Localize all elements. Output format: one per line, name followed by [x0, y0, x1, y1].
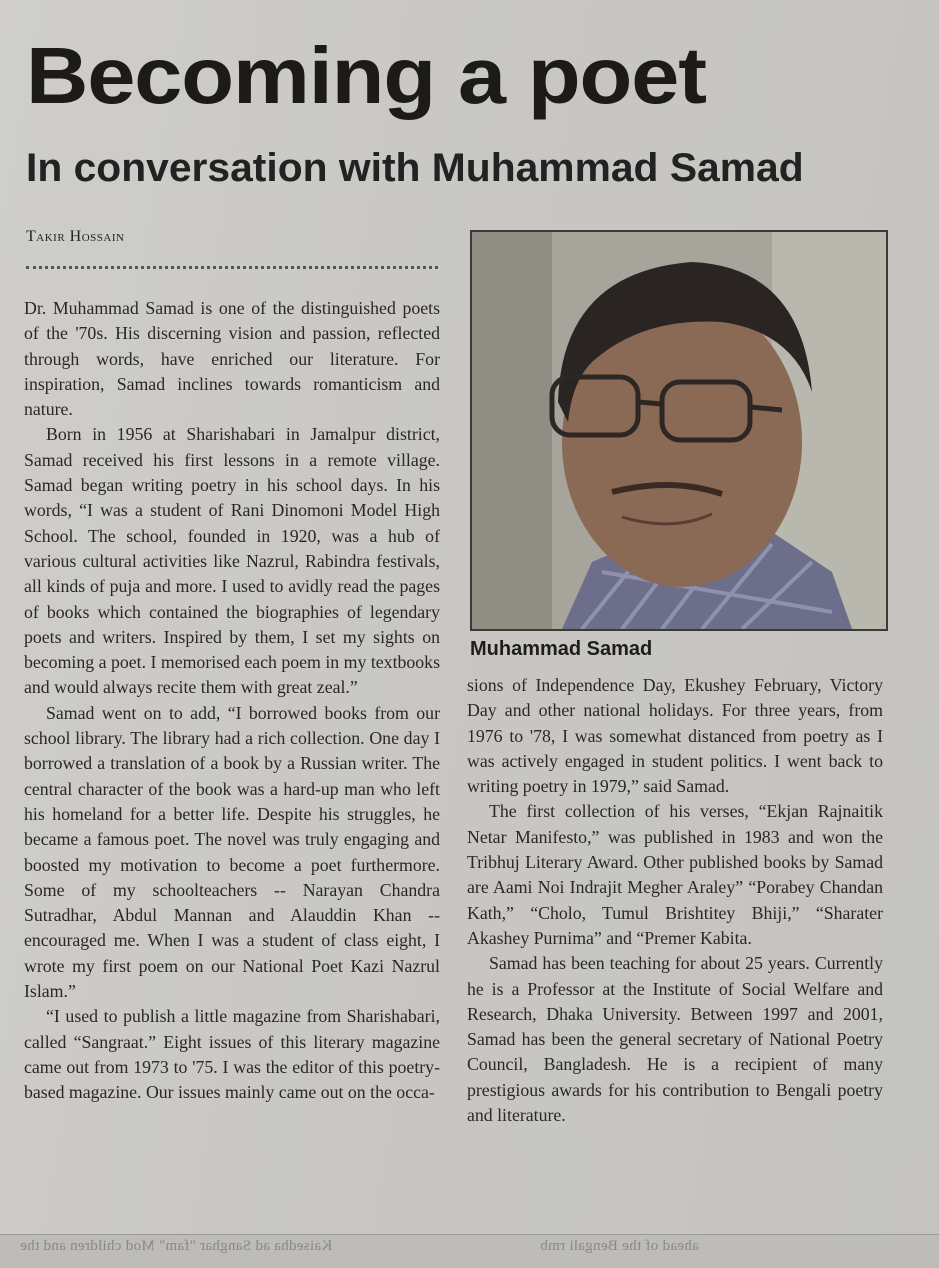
paragraph: “I used to publish a little magazine from Sharishabari, called “Sangraat.” Eight issues of this literary magazine came out from 1973 to '75. I was the editor of this poetry-based magazine. Our issues mainly came out on the occa-	[24, 1006, 440, 1103]
portrait-illustration	[472, 232, 886, 629]
photo-caption: Muhammad Samad	[470, 638, 653, 660]
subheadline: In conversation with Muhammad Samad	[26, 146, 804, 190]
bleed-through-text: ahead of the Bengali rmb	[540, 1238, 699, 1254]
paragraph: sions of Independence Day, Ekushey February, Victory Day and other national holidays. For three years, from 1976 to '78, I was somewhat distanced from poetry as I was actively engaged in student politics. I went back to writing poetry in 1979,” said Samad.	[467, 675, 883, 797]
paragraph: Samad has been teaching for about 25 years. Currently he is a Professor at the Institute of Social Welfare and Research, Dhaka University. Between 1997 and 2001, Samad has been the general secretary of National Poetry Council, Bangladesh. He is a recipient of many prestigious awards for his contribution to Bengali poetry and literature.	[467, 953, 883, 1126]
article-column-right	[467, 673, 883, 1233]
paragraph: The first collection of his verses, “Ekjan Rajnaitik Netar Manifesto,” was published in 1983 and won the Tribhuj Literary Award. Other published books by Samad are Aami Noi Indrajit Megher Araley” “Porabey Chandan Kath,” “Cholo, Tumul Brishtitey Bhiji,” “Sharater Akashey Purnima” and “Premer Kabita.	[467, 801, 883, 948]
bleed-through-text: Kaisedha ad Sanghar "fam" Mod children and the	[20, 1238, 333, 1254]
paragraph: Dr. Muhammad Samad is one of the distinguished poets of the '70s. His discerning vision and passion, reflected through words, have enriched our literature. For inspiration, Samad inclines towards romanticism and nature.	[24, 298, 440, 420]
headline: Becoming a poet	[26, 31, 706, 120]
author-photo	[470, 230, 888, 631]
paragraph: Born in 1956 at Sharishabari in Jamalpur district, Samad received his first lessons in a remote village. Samad began writing poetry in his school days. In his words, “I was a student of Rani Dinomoni Model High School. The school, founded in 1920, was a hub of various cultural activities like Nazrul, Rabindra festivals, all kinds of puja and more. I used to avidly read the pages of books which contained the biographies of legendary poets and writers. Inspired by them, I set my sights on becoming a poet. I memorised each poem in my textbooks and would always recite them with great zeal.”	[24, 424, 440, 698]
byline: Takir Hossain	[26, 228, 125, 245]
paragraph: Samad went on to add, “I borrowed books from our school library. The library had a rich collection. One day I borrowed a translation of a book by a Russian writer. The central character of the book was a hard-up man who left his homeland for a better life. Despite his struggles, he became a famous poet. The novel was truly engaging and boosted my motivation to become a poet furthermore. Some of my schoolteachers -- Narayan Chandra Sutradhar, Abdul Mannan and Alauddin Khan -- encouraged me. When I was a student of class eight, I wrote my first poem on our National Poet Kazi Nazrul Islam.”	[24, 702, 440, 1002]
article-column-left	[24, 296, 440, 1241]
byline-divider	[26, 266, 438, 269]
